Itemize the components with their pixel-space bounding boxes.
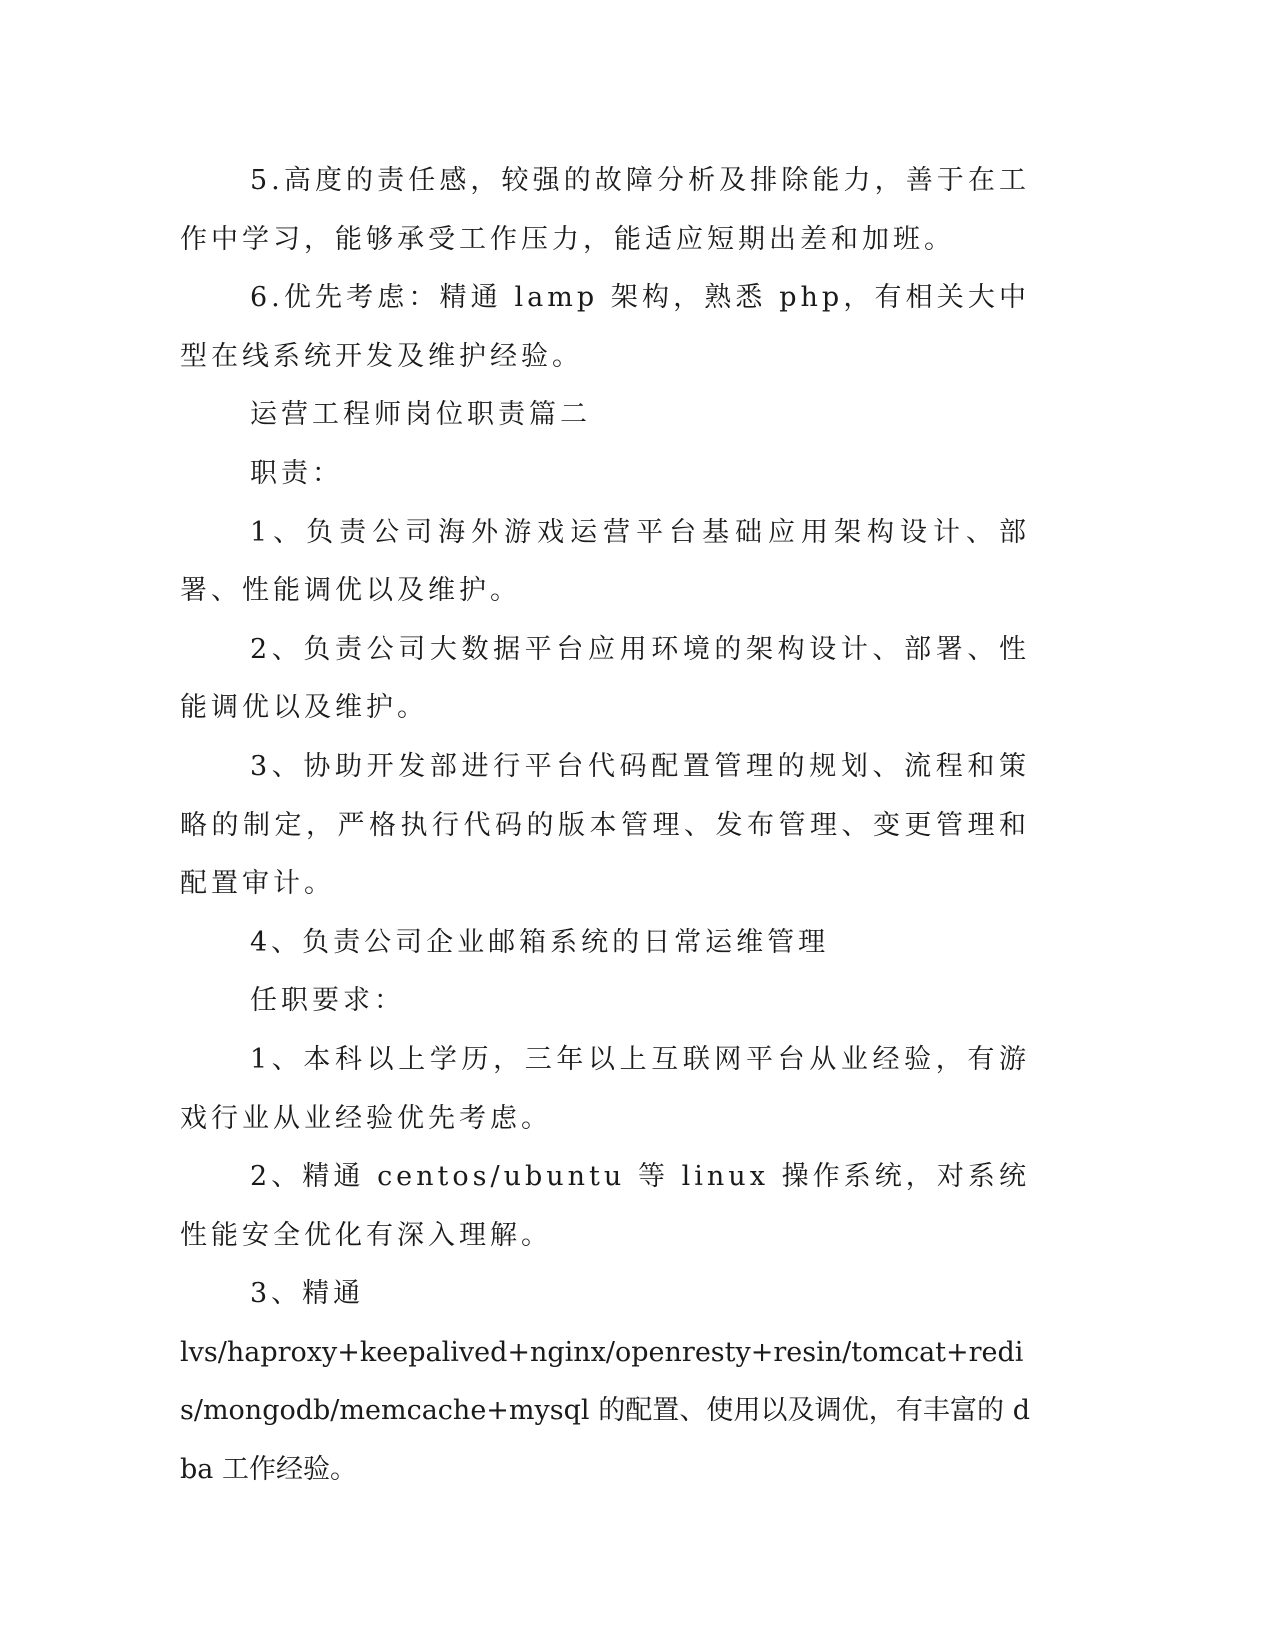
duty-item-2: 2、负责公司大数据平台应用环境的架构设计、部署、性能调优以及维护。 — [180, 633, 1030, 724]
paragraph-requirement-5: 5.高度的责任感，较强的故障分析及排除能力，善于在工作中学习，能够承受工作压力，能适应短期出差和加班。 — [180, 165, 1030, 255]
paragraph-requirement-6: 6.优先考虑：精通 lamp 架构，熟悉 php，有相关大中型在线系统开发及维护经验。 — [180, 282, 1030, 372]
duties-heading: 职责： — [250, 457, 343, 489]
duty-item-1: 1、负责公司海外游戏运营平台基础应用架构设计、部署、性能调优以及维护。 — [180, 516, 1030, 607]
document-body — [180, 152, 1030, 1500]
requirement-item-3-continuation: lvs/haproxy+keepalived+nginx/openresty+resin/tomcat+redis/mongodb/memcache+mysql 的配置、使用以及调优，有丰富的 dba 工作经验。 — [180, 1336, 1030, 1486]
requirement-item-2: 2、精通 centos/ubuntu 等 linux 操作系统，对系统性能安全优化有深入理解。 — [180, 1161, 1030, 1251]
duty-item-3: 3、协助开发部进行平台代码配置管理的规划、流程和策略的制定，严格执行代码的版本管理、发布管理、变更管理和配置审计。 — [180, 750, 1030, 900]
requirements-heading: 任职要求： — [250, 985, 405, 1017]
requirement-item-3: 3、精通 — [250, 1278, 365, 1310]
duty-item-4: 4、负责公司企业邮箱系统的日常运维管理 — [250, 926, 830, 958]
section-title: 运营工程师岗位职责篇二 — [250, 399, 591, 431]
requirement-item-1: 1、本科以上学历，三年以上互联网平台从业经验，有游戏行业从业经验优先考虑。 — [180, 1043, 1030, 1134]
